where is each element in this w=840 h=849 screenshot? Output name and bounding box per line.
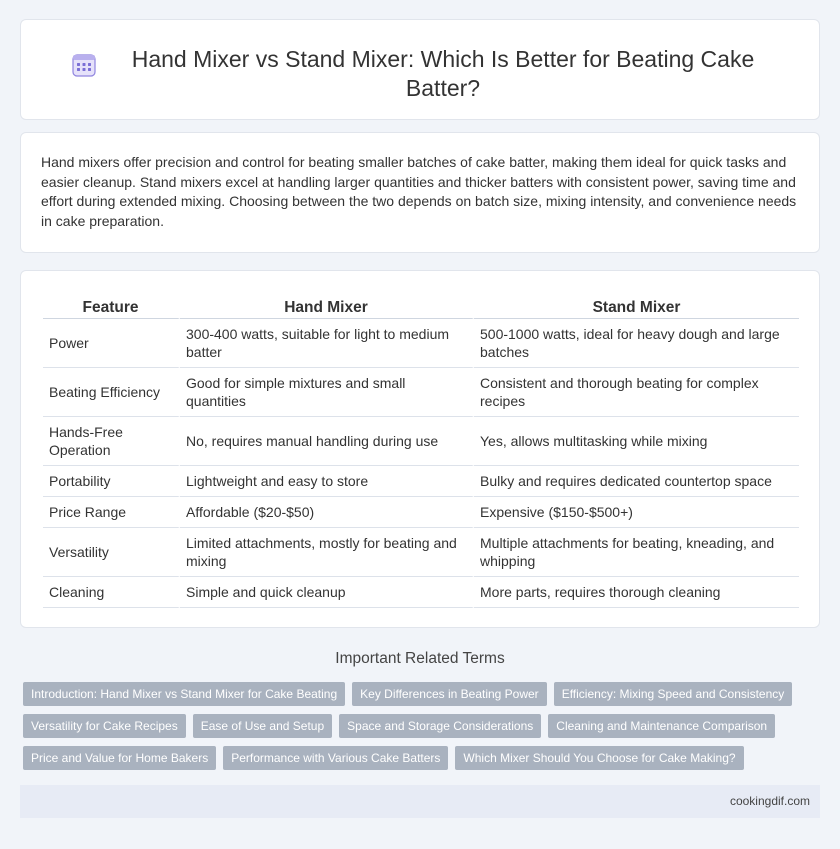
tag-row bbox=[23, 714, 823, 738]
feature-cell: Hands-Free Operation bbox=[43, 417, 180, 466]
page-title: Hand Mixer vs Stand Mixer: Which Is Better for Beating Cake Batter? bbox=[131, 46, 755, 101]
stand-mixer-cell: Expensive ($150-$500+) bbox=[474, 497, 799, 528]
feature-cell: Cleaning bbox=[43, 577, 180, 608]
table-row bbox=[43, 577, 799, 608]
footer bbox=[20, 785, 820, 818]
related-tag[interactable]: Which Mixer Should You Choose for Cake Making? bbox=[455, 746, 743, 770]
related-tag[interactable]: Introduction: Hand Mixer vs Stand Mixer for Cake Beating bbox=[23, 682, 345, 706]
intro-paragraph: Hand mixers offer precision and control for beating smaller batches of cake batter, making them ideal for quick tasks and easier cleanup. Stand mixers excel at handling larger quantities and thicker batters with consistent power, saving time and effort during extended mixing. Choosing between the two depends on batch size, mixing intensity, and convenience needs in cake preparation. bbox=[41, 154, 797, 229]
feature-cell: Price Range bbox=[43, 497, 180, 528]
stand-mixer-cell: Multiple attachments for beating, kneading, and whipping bbox=[474, 528, 799, 577]
feature-cell: Versatility bbox=[43, 528, 180, 577]
related-tag[interactable]: Price and Value for Home Bakers bbox=[23, 746, 216, 770]
hand-mixer-cell: No, requires manual handling during use bbox=[180, 417, 474, 466]
stand-mixer-cell: More parts, requires thorough cleaning bbox=[474, 577, 799, 608]
calendar-grid-icon bbox=[71, 52, 97, 78]
table-header-row bbox=[43, 295, 799, 319]
stand-mixer-cell: Yes, allows multitasking while mixing bbox=[474, 417, 799, 466]
header-feature: Feature bbox=[43, 295, 180, 319]
stand-mixer-cell: 500-1000 watts, ideal for heavy dough and large batches bbox=[474, 319, 799, 368]
tag-row bbox=[23, 682, 823, 706]
footer-site[interactable]: cookingdif.com bbox=[729, 794, 810, 808]
stand-mixer-cell: Bulky and requires dedicated countertop space bbox=[474, 466, 799, 497]
hand-mixer-cell: Affordable ($20-$50) bbox=[180, 497, 474, 528]
header-hand-mixer: Hand Mixer bbox=[180, 295, 474, 319]
related-tag[interactable]: Key Differences in Beating Power bbox=[352, 682, 547, 706]
table-row bbox=[43, 528, 799, 577]
hand-mixer-cell: Limited attachments, mostly for beating and mixing bbox=[180, 528, 474, 577]
related-tag[interactable]: Performance with Various Cake Batters bbox=[223, 746, 448, 770]
related-terms-tags bbox=[23, 682, 823, 778]
table-row bbox=[43, 368, 799, 417]
hand-mixer-cell: Lightweight and easy to store bbox=[180, 466, 474, 497]
table-row bbox=[43, 497, 799, 528]
related-tag[interactable]: Ease of Use and Setup bbox=[193, 714, 332, 738]
intro-card bbox=[20, 132, 820, 253]
related-tag[interactable]: Cleaning and Maintenance Comparison bbox=[548, 714, 775, 738]
feature-cell: Beating Efficiency bbox=[43, 368, 180, 417]
hand-mixer-cell: 300-400 watts, suitable for light to medium batter bbox=[180, 319, 474, 368]
comparison-card bbox=[20, 270, 820, 628]
feature-cell: Power bbox=[43, 319, 180, 368]
hand-mixer-cell: Good for simple mixtures and small quantities bbox=[180, 368, 474, 417]
header-stand-mixer: Stand Mixer bbox=[474, 295, 799, 319]
stand-mixer-cell: Consistent and thorough beating for complex recipes bbox=[474, 368, 799, 417]
related-tag[interactable]: Efficiency: Mixing Speed and Consistency bbox=[554, 682, 793, 706]
table-row bbox=[43, 417, 799, 466]
feature-cell: Portability bbox=[43, 466, 180, 497]
title-card bbox=[20, 19, 820, 120]
table-row bbox=[43, 466, 799, 497]
tag-row bbox=[23, 746, 823, 770]
comparison-table bbox=[43, 295, 799, 608]
hand-mixer-cell: Simple and quick cleanup bbox=[180, 577, 474, 608]
related-tag[interactable]: Versatility for Cake Recipes bbox=[23, 714, 186, 738]
related-tag[interactable]: Space and Storage Considerations bbox=[339, 714, 541, 738]
related-terms-title: Important Related Terms bbox=[335, 650, 505, 667]
table-row bbox=[43, 319, 799, 368]
